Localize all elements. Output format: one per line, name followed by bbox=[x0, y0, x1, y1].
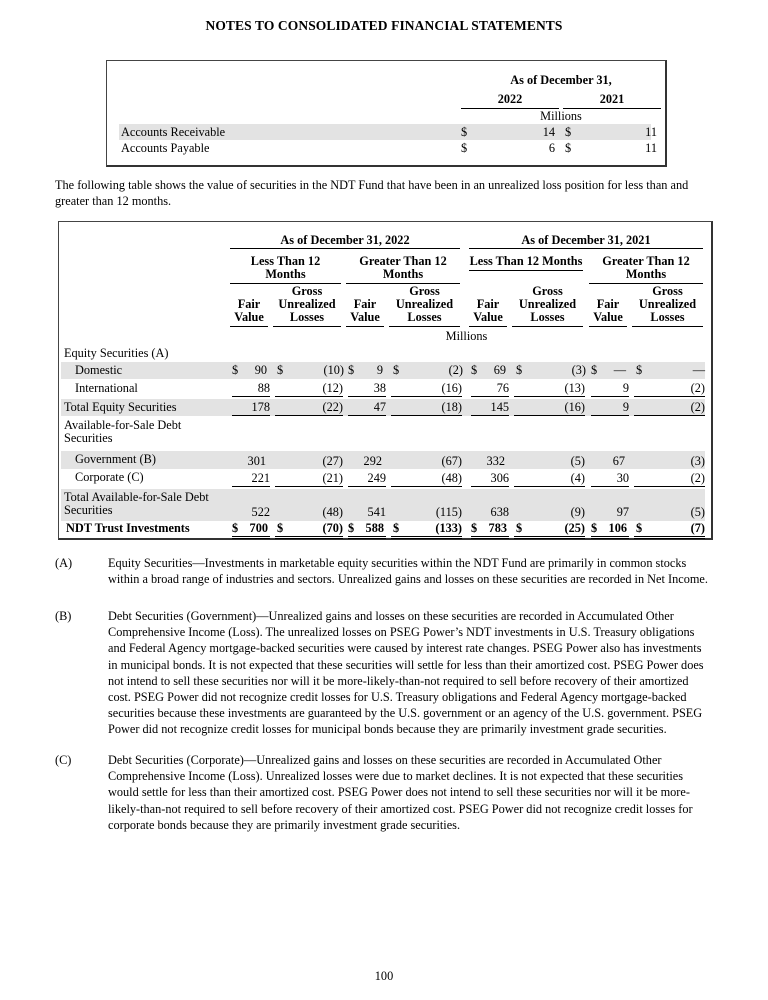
cell-value: (2) bbox=[634, 400, 705, 416]
footnote-text: Debt Securities (Government)—Unrealized gains and losses on these securities are recorded in Accumulated Other Comprehensive Income (Loss). The unrealized losses on PSEG Power’s NDT investments in U.S. Treasury obligations and Federal Agency mortgage-backed securities were caused by interest rate changes. PSEG Power also has investments in municipal bonds. It is not expected that these securities will settle for less than their amortized cost. PSEG Power does not intend to sell these securities nor will it be more-likely-than-not required to sell before recovery of their amortized cost. PSEG Power did not recognize credit losses for U.S. Treasury obligations and Federal Agency mortgage-backed securities because these investments are guaranteed by the U.S. government or an agency of the U.S. government. PSEG Power did not recognize credit losses for municipal bonds because they are primarily investment grade securities. bbox=[108, 609, 704, 737]
intro-paragraph: The following table shows the value of securities in the NDT Fund that have been in an unrealized loss position for less than and greater than 12 months. bbox=[55, 178, 689, 208]
row-label: Corporate (C) bbox=[75, 470, 144, 484]
value-2021: 11 bbox=[645, 125, 657, 139]
row-label: Total Available-for-Sale Debt Securities bbox=[64, 490, 209, 517]
column-header-gross-losses: Gross Unrealized Losses bbox=[512, 285, 583, 327]
page-number: 100 bbox=[374, 969, 394, 983]
currency-symbol: $ bbox=[461, 141, 468, 155]
cell-value: 178 bbox=[232, 400, 270, 416]
currency-symbol: $ bbox=[471, 521, 478, 535]
column-header-2021: 2021 bbox=[563, 92, 661, 109]
column-header-fair-value: Fair Value bbox=[469, 298, 507, 327]
footnote-a bbox=[55, 555, 715, 605]
cell-value: (67) bbox=[441, 454, 462, 468]
currency-symbol: $ bbox=[277, 521, 284, 535]
cell-value: (10) bbox=[323, 363, 344, 377]
cell-value: 783 bbox=[488, 521, 507, 535]
section-label-equity: Equity Securities (A) bbox=[64, 346, 169, 360]
cell-value: 106 bbox=[608, 521, 627, 535]
cell-value: 47 bbox=[348, 400, 386, 416]
cell-value: 9 bbox=[376, 363, 383, 377]
table-row-total bbox=[61, 399, 705, 416]
cell-value: 700 bbox=[249, 521, 268, 535]
cell-value: — bbox=[613, 363, 626, 377]
cell-value: (27) bbox=[322, 454, 343, 468]
currency-symbol: $ bbox=[591, 521, 598, 535]
cell-value: 332 bbox=[486, 454, 505, 468]
cell-gross-losses bbox=[275, 521, 343, 539]
cell-gross-losses bbox=[634, 521, 705, 539]
cell-value: (21) bbox=[275, 471, 343, 487]
cell-value: 145 bbox=[471, 400, 509, 416]
cell-value: 249 bbox=[348, 471, 386, 487]
row-label: Accounts Payable bbox=[121, 141, 210, 155]
cell-value: 9 bbox=[591, 400, 629, 416]
cell-value: 306 bbox=[471, 471, 509, 487]
value-2022: 14 bbox=[542, 125, 555, 139]
footnote-text: Debt Securities (Corporate)—Unrealized gains and losses on these securities are recorded in Accumulated Other Comprehensive Income (Loss). Unrealized losses were due to market declines. It is not expected that these securities would settle for less than their amortized cost. PSEG Power does not intend to sell these securities nor will it be more-likely-than-not required to sell before recovery of their amortized cost. PSEG Power did not recognize credit losses for corporate bonds because they are primarily investment grade securities. bbox=[108, 753, 693, 832]
cell-value: 9 bbox=[591, 381, 629, 397]
cell-value: (3) bbox=[690, 454, 705, 468]
cell-value: (2) bbox=[634, 471, 705, 487]
value-2022: 6 bbox=[548, 141, 555, 155]
row-label: Government (B) bbox=[75, 452, 156, 466]
cell-value: 292 bbox=[363, 454, 382, 468]
cell-value: (16) bbox=[391, 381, 462, 397]
cell-value: 221 bbox=[232, 471, 270, 487]
currency-symbol: $ bbox=[565, 125, 572, 139]
cell-value: 67 bbox=[612, 454, 625, 468]
period-header-2021: As of December 31, 2021 bbox=[469, 233, 703, 249]
footnote-text: Equity Securities—Investments in marketable equity securities within the NDT Fund are primarily in common stocks within a broad range of industries and sectors. Unrealized gains and losses on these securities are recorded in Net Income. bbox=[108, 556, 708, 587]
column-header-gross-losses: Gross Unrealized Losses bbox=[273, 285, 341, 327]
cell-value: (133) bbox=[435, 521, 462, 535]
cell-value: 88 bbox=[232, 381, 270, 397]
cell-value: (5) bbox=[690, 505, 705, 519]
cell-value: (25) bbox=[564, 521, 585, 535]
currency-symbol: $ bbox=[393, 363, 400, 377]
cell-value: (12) bbox=[275, 381, 343, 397]
cell-value: 76 bbox=[471, 381, 509, 397]
footnote-tag: (B) bbox=[55, 609, 72, 623]
page-title: NOTES TO CONSOLIDATED FINANCIAL STATEMENTS bbox=[205, 18, 563, 33]
currency-symbol: $ bbox=[393, 521, 400, 535]
currency-symbol: $ bbox=[516, 521, 523, 535]
currency-symbol: $ bbox=[277, 363, 284, 377]
cell-fair-value bbox=[471, 521, 509, 539]
currency-symbol: $ bbox=[461, 125, 468, 139]
cell-value: (16) bbox=[514, 400, 585, 416]
cell-gross-losses bbox=[514, 521, 585, 539]
cell-value: 30 bbox=[591, 471, 629, 487]
cell-value: (48) bbox=[322, 505, 343, 519]
section-label-afs: Available-for-Sale Debt Securities bbox=[64, 418, 182, 445]
footnote-b bbox=[55, 608, 715, 748]
ndt-unrealized-loss-table bbox=[58, 221, 713, 540]
column-header-fair-value: Fair Value bbox=[230, 298, 268, 327]
cell-gross-losses bbox=[391, 521, 462, 539]
receivable-payable-table bbox=[106, 60, 667, 167]
table-row bbox=[119, 124, 657, 140]
table-row bbox=[61, 470, 705, 487]
column-header-2022: 2022 bbox=[461, 92, 559, 109]
duration-header: Greater Than 12 Months bbox=[589, 255, 703, 284]
column-header-fair-value: Fair Value bbox=[589, 298, 627, 327]
currency-symbol: $ bbox=[348, 521, 355, 535]
footnote-tag: (C) bbox=[55, 753, 72, 767]
table-row bbox=[61, 362, 705, 379]
row-label: NDT Trust Investments bbox=[66, 521, 190, 535]
currency-symbol: $ bbox=[516, 363, 523, 377]
cell-value: 69 bbox=[493, 363, 506, 377]
cell-value: (70) bbox=[322, 521, 343, 535]
row-label: Accounts Receivable bbox=[121, 125, 226, 139]
cell-value: (2) bbox=[448, 363, 463, 377]
footnote-tag: (A) bbox=[55, 556, 73, 570]
table-row bbox=[119, 140, 657, 156]
cell-value: (115) bbox=[435, 505, 462, 519]
row-label: International bbox=[75, 381, 138, 395]
cell-value: 38 bbox=[348, 381, 386, 397]
table-row bbox=[61, 380, 705, 397]
currency-symbol: $ bbox=[232, 521, 239, 535]
table-row-grand-total bbox=[61, 521, 705, 539]
period-header-2022: As of December 31, 2022 bbox=[230, 233, 460, 249]
cell-value: (9) bbox=[570, 505, 585, 519]
cell-value: — bbox=[692, 363, 705, 377]
cell-value: (22) bbox=[275, 400, 343, 416]
cell-value: 541 bbox=[367, 505, 386, 519]
row-label: Domestic bbox=[75, 363, 123, 377]
cell-fair-value bbox=[232, 521, 270, 539]
column-group-header: As of December 31, bbox=[510, 73, 612, 87]
cell-value: 588 bbox=[365, 521, 384, 535]
footnote-c bbox=[55, 752, 715, 834]
units-label: Millions bbox=[445, 329, 488, 343]
cell-value: 97 bbox=[616, 505, 629, 519]
row-label: Total Equity Securities bbox=[64, 400, 177, 414]
cell-value: (18) bbox=[391, 400, 462, 416]
column-header-fair-value: Fair Value bbox=[346, 298, 384, 327]
currency-symbol: $ bbox=[636, 363, 643, 377]
currency-symbol: $ bbox=[565, 141, 572, 155]
value-2021: 11 bbox=[645, 141, 657, 155]
cell-value: (2) bbox=[634, 381, 705, 397]
units-label: Millions bbox=[540, 109, 582, 123]
currency-symbol: $ bbox=[591, 363, 598, 377]
currency-symbol: $ bbox=[471, 363, 478, 377]
cell-value: 90 bbox=[254, 363, 267, 377]
table-row-total bbox=[61, 489, 705, 521]
currency-symbol: $ bbox=[232, 363, 239, 377]
column-header-gross-losses: Gross Unrealized Losses bbox=[389, 285, 460, 327]
cell-fair-value bbox=[591, 521, 629, 539]
table-row bbox=[61, 451, 705, 469]
currency-symbol: $ bbox=[348, 363, 355, 377]
cell-value: (13) bbox=[514, 381, 585, 397]
cell-value: 301 bbox=[247, 454, 266, 468]
duration-header: Greater Than 12 Months bbox=[346, 255, 460, 284]
duration-header: Less Than 12 Months bbox=[469, 255, 583, 271]
cell-value: (4) bbox=[514, 471, 585, 487]
column-header-gross-losses: Gross Unrealized Losses bbox=[632, 285, 703, 327]
cell-value: 638 bbox=[490, 505, 509, 519]
cell-value: 522 bbox=[251, 505, 270, 519]
duration-header: Less Than 12 Months bbox=[230, 255, 341, 284]
currency-symbol: $ bbox=[636, 521, 643, 535]
cell-fair-value bbox=[348, 521, 386, 539]
cell-value: (48) bbox=[391, 471, 462, 487]
cell-value: (5) bbox=[570, 454, 585, 468]
cell-value: (3) bbox=[571, 363, 586, 377]
cell-value: (7) bbox=[690, 521, 705, 535]
